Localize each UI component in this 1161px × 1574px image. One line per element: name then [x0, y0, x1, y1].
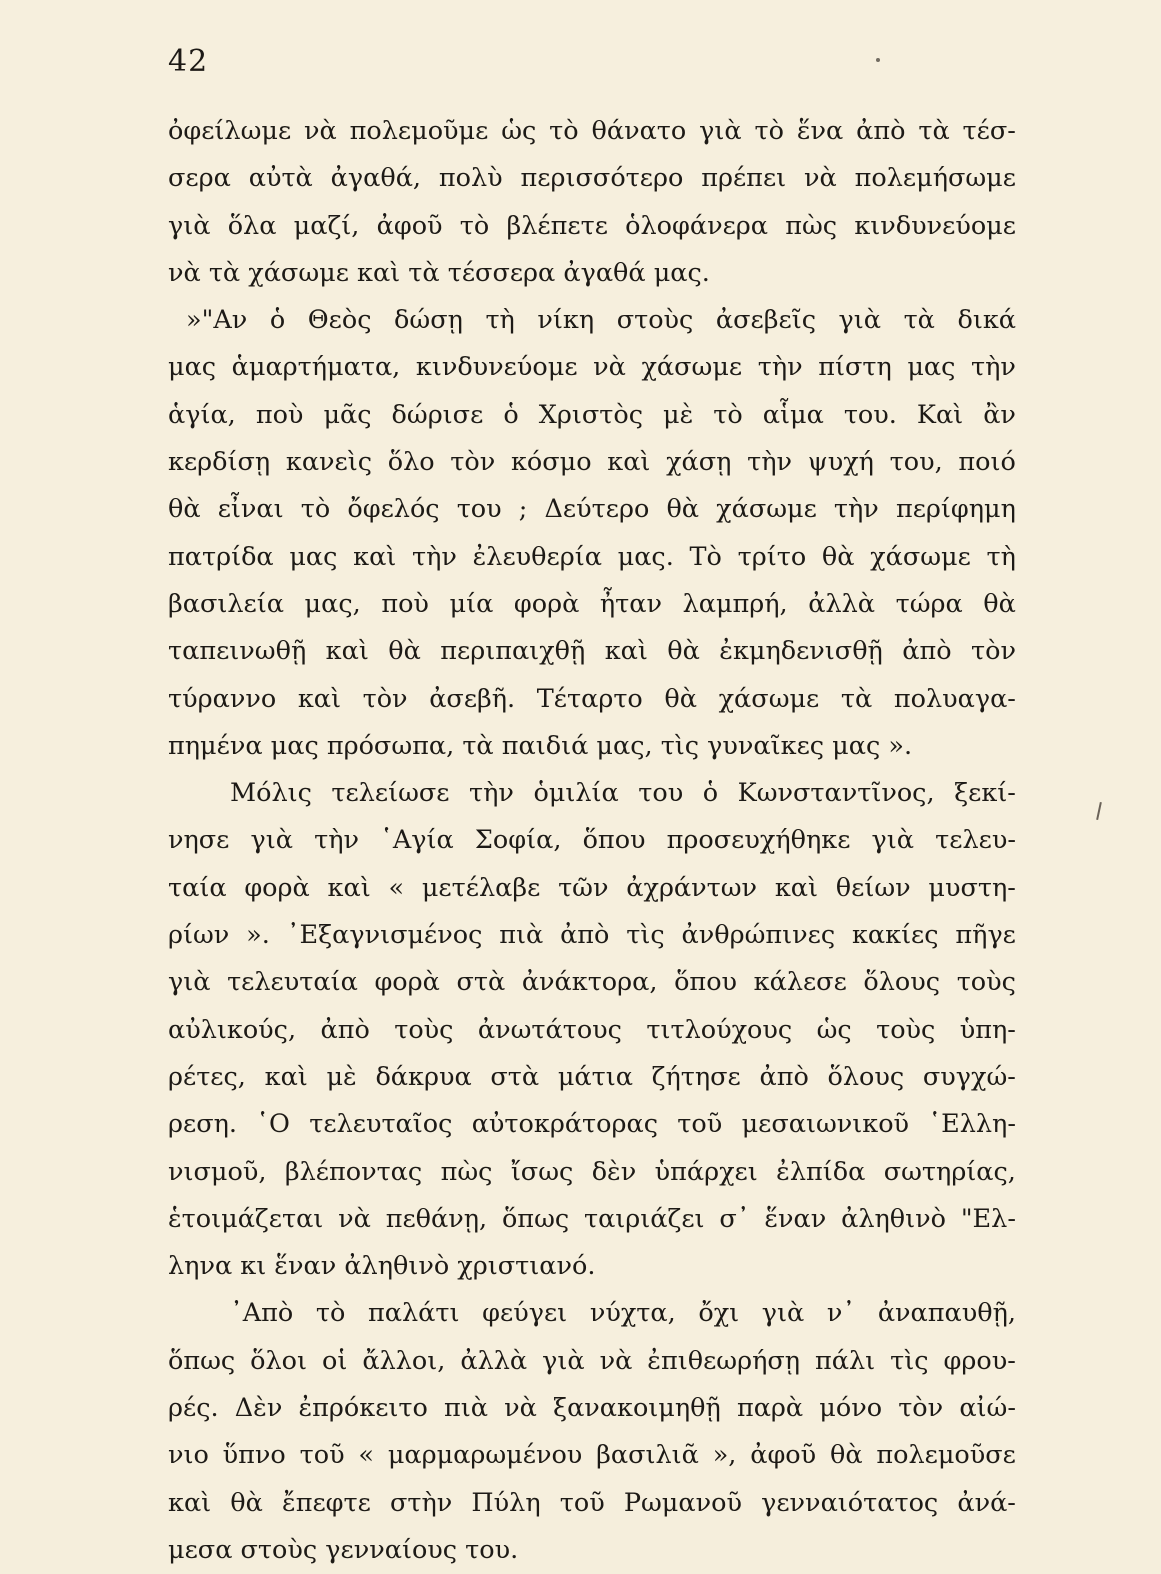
paragraph — [168, 108, 1016, 297]
ink-speck — [876, 58, 880, 62]
text-line: θὰ εἶναι τὸ ὄφελός του ; Δεύτερο θὰ χάσωμε τὴν περίφημη — [168, 494, 1016, 525]
text-line: Μόλις τελείωσε τὴν ὁμιλία του ὁ Κωνσταντῖνος, ξεκί- — [230, 778, 1016, 809]
text-line: νὰ τὰ χάσωμε καὶ τὰ τέσσερα ἀγαθά μας. — [168, 257, 710, 288]
text-line: μεσα στοὺς γενναίους του. — [168, 1534, 519, 1565]
text-line: βασιλεία μας, ποὺ μία φορὰ ἦταν λαμπρή, ἀλλὰ τώρα θὰ — [168, 588, 1016, 619]
text-line: ταπεινωθῇ καὶ θὰ περιπαιχθῇ καὶ θὰ ἐκμηδενισθῇ ἀπὸ τὸν — [168, 636, 1016, 667]
text-line: ρές. Δὲν ἐπρόκειτο πιὰ νὰ ξανακοιμηθῇ παρὰ μόνο τὸν αἰώ- — [168, 1393, 1016, 1424]
text-line: ἁγία, ποὺ μᾶς δώρισε ὁ Χριστὸς μὲ τὸ αἷμα του. Καὶ ἂν — [168, 399, 1016, 430]
text-line: ληνα κι ἕναν ἀληθινὸ χριστιανό. — [168, 1251, 596, 1282]
text-line: γιὰ τελευταία φορὰ στὰ ἀνάκτορα, ὅπου κάλεσε ὅλους τοὺς — [168, 967, 1016, 998]
body-text — [168, 108, 1016, 1574]
text-line: ᾿Απὸ τὸ παλάτι φεύγει νύχτα, ὄχι γιὰ ν᾿ ἀναπαυθῇ, — [230, 1298, 1016, 1329]
text-line: ταία φορὰ καὶ « μετέλαβε τῶν ἀχράντων καὶ θείων μυστη- — [168, 872, 1016, 903]
paragraph — [168, 1290, 1016, 1574]
text-line: μας ἁμαρτήματα, κινδυνεύομε νὰ χάσωμε τὴν πίστη μας τὴν — [168, 352, 1016, 383]
paragraph — [168, 297, 1016, 770]
text-line: πημένα μας πρόσωπα, τὰ παιδιά μας, τὶς γυναῖκες μας ». — [168, 730, 913, 761]
text-line: νισμοῦ, βλέποντας πὼς ἴσως δὲν ὑπάρχει ἐλπίδα σωτηρίας, — [168, 1156, 1016, 1187]
text-line: ρέτες, καὶ μὲ δάκρυα στὰ μάτια ζήτησε ἀπὸ ὅλους συγχώ- — [168, 1061, 1016, 1092]
text-line: αὐλικούς, ἀπὸ τοὺς ἀνωτάτους τιτλούχους ὡς τοὺς ὑπη- — [168, 1014, 1016, 1045]
text-line: κερδίσῃ κανεὶς ὅλο τὸν κόσμο καὶ χάσῃ τὴν ψυχή του, ποιό — [168, 447, 1016, 478]
text-line: τύραννο καὶ τὸν ἀσεβῆ. Τέταρτο θὰ χάσωμε τὰ πολυαγα- — [168, 683, 1016, 714]
text-line: ρεση. ῾Ο τελευταῖος αὐτοκράτορας τοῦ μεσαιωνικοῦ ῾Ελλη- — [168, 1109, 1016, 1140]
text-line: ὀφείλωμε νὰ πολεμοῦμε ὡς τὸ θάνατο γιὰ τὸ ἕνα ἀπὸ τὰ τέσ- — [168, 116, 1016, 146]
page-number: 42 — [168, 44, 209, 79]
text-line: νιο ὕπνο τοῦ « μαρμαρωμένου βασιλιᾶ », ἀφοῦ θὰ πολεμοῦσε — [168, 1440, 1016, 1471]
text-line: πατρίδα μας καὶ τὴν ἐλευθερία μας. Τὸ τρίτο θὰ χάσωμε τὴ — [168, 541, 1016, 572]
text-line: ὅπως ὅλοι οἱ ἄλλοι, ἀλλὰ γιὰ νὰ ἐπιθεωρήσῃ πάλι τὶς φρου- — [168, 1345, 1016, 1376]
text-line: καὶ θὰ ἔπεφτε στὴν Πύλη τοῦ Ρωμανοῦ γενναιότατος ἀνά- — [168, 1487, 1016, 1518]
text-line: γιὰ ὅλα μαζί, ἀφοῦ τὸ βλέπετε ὁλοφάνερα πὼς κινδυνεύομε — [168, 210, 1016, 241]
text-line: ἑτοιμάζεται νὰ πεθάνῃ, ὅπως ταιριάζει σ᾿ ἕναν ἀληθινὸ "Ελ- — [168, 1203, 1016, 1234]
margin-mark — [1096, 802, 1102, 820]
paragraph — [168, 770, 1016, 1290]
text-line: νησε γιὰ τὴν ῾Αγία Σοφία, ὅπου προσευχήθηκε γιὰ τελευ- — [168, 825, 1016, 856]
text-line: ρίων ». ᾿Εξαγνισμένος πιὰ ἀπὸ τὶς ἀνθρώπινες κακίες πῆγε — [168, 920, 1016, 951]
text-line: »"Αν ὁ Θεὸς δώσῃ τὴ νίκη στοὺς ἀσεβεῖς γιὰ τὰ δικά — [186, 305, 1016, 336]
text-line: σερα αὐτὰ ἀγαθά, πολὺ περισσότερο πρέπει νὰ πολεμήσωμε — [168, 163, 1016, 194]
